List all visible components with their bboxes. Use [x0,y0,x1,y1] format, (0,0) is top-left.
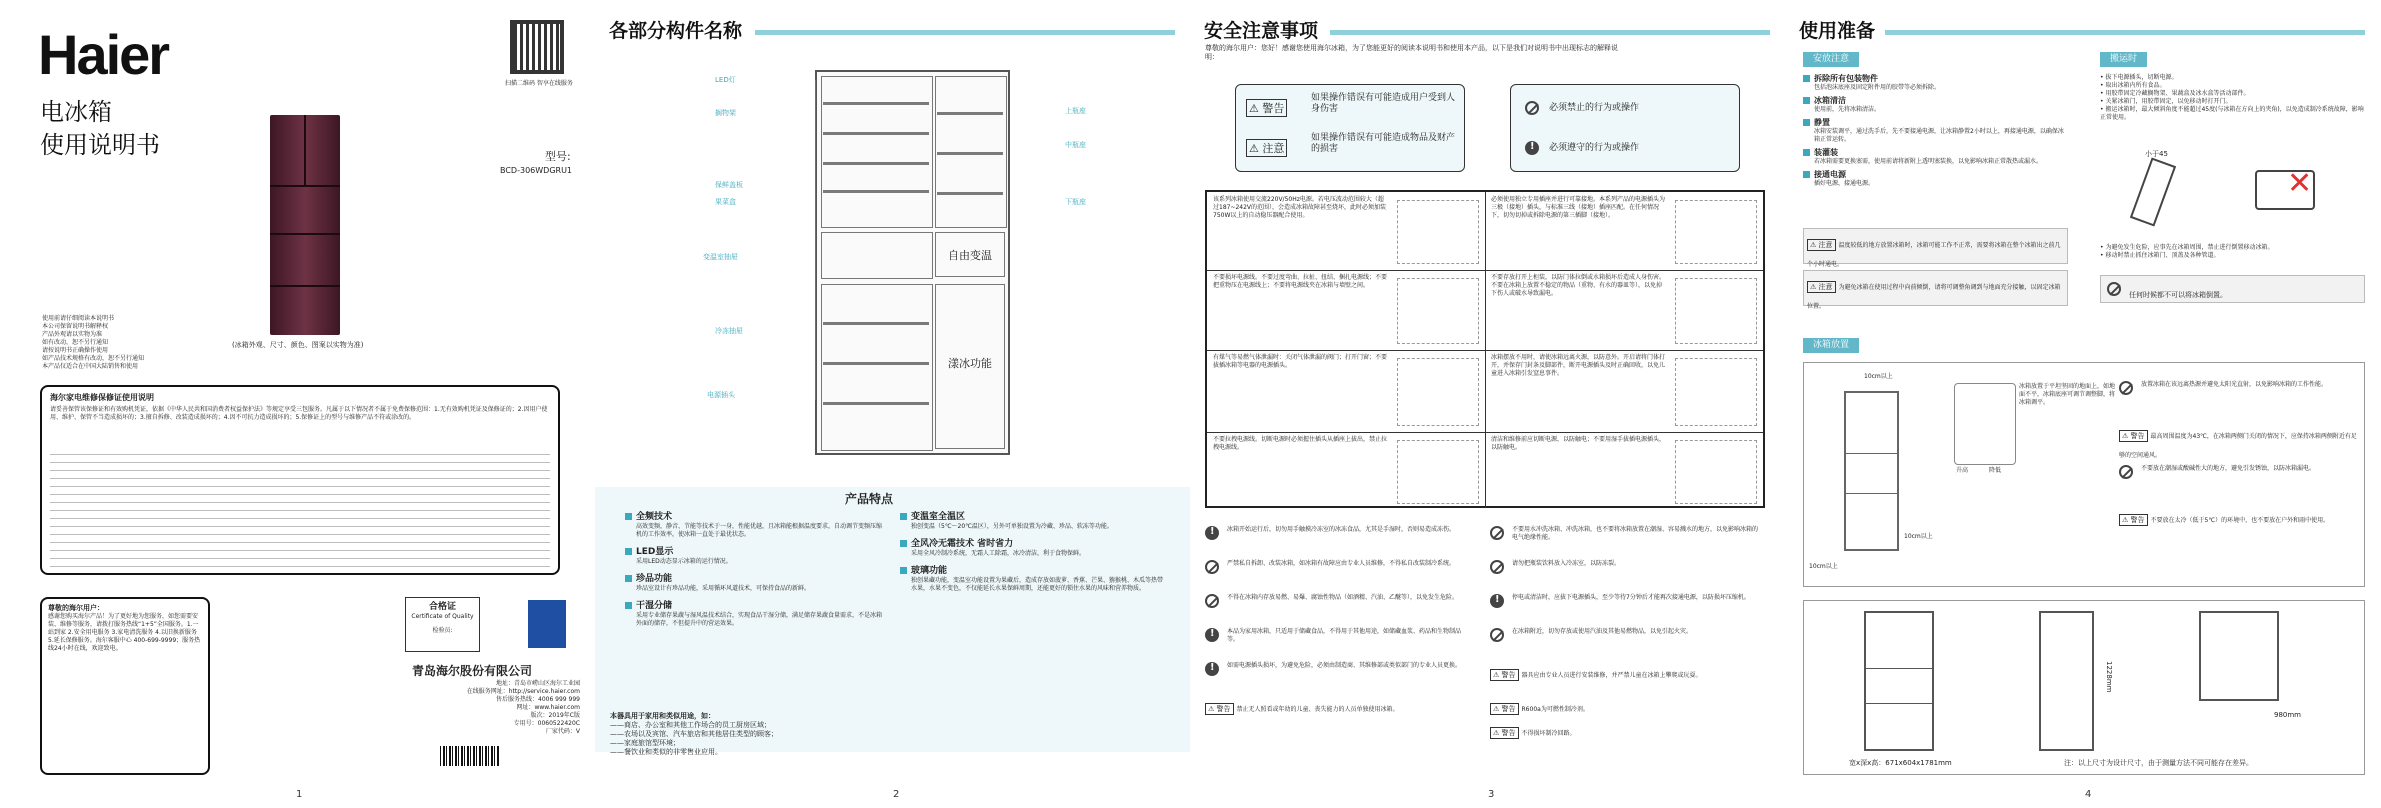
warning-badge: ⚠ 警告 [2119,430,2148,442]
note: 产品外观请以实物为准 [42,331,103,338]
section-title: 使用准备 [1799,20,1876,42]
tab-place: 冰箱放置 [1803,338,1859,353]
factory-label: 厂家代码： [545,728,576,735]
warranty-lines [50,447,550,567]
callout-crisper: 果菜盒 [715,198,736,206]
section-title: 各部分构件名称 [609,20,743,42]
fridge-outline [1844,391,1899,551]
must-icon [1490,594,1504,608]
feature-item: 玻璃功能 独创果藏功能，变温室功能设置为果藏后，造成存放如菠萝、香蕉、芒果、猕猴桃、木瓜等热带水果，水果不变色，不仅能延长水果保鲜周期，还能更好的锁住水果的风味和营养物质。 [900,566,1165,593]
notice-3: 任何时候都不可以将冰箱倒置。 [2100,275,2365,303]
must-text: 必须遵守的行为或操作 [1549,143,1640,153]
feature-item: 变温室全温区 独创变温（5℃～20℃温区），另外可单独设置为冷藏、珍品、软冻等功能。 [900,512,1165,531]
caution-text: 如果操作错误有可能造成物品及财产的损害 [1311,133,1456,154]
illustration [1675,278,1757,344]
callout-crisper-cover: 保鲜盖板 [715,181,743,189]
prohibit-icon [1490,526,1504,540]
title-rule [1330,30,1770,35]
address: 地址：青岛市崂山区海尔工业园 [495,680,580,687]
dim-label: 宽x深x高：671x604x1781mm [1849,759,1952,767]
note: 使用前请仔细阅读本说明书 [42,315,115,322]
prohibit-icon [2119,465,2133,479]
warning-badge: ⚠ 警告 [1205,703,1234,715]
safety-cell: 必须使用独立专用插座并进行可靠接地。本系列产品的电源插头为三极（接地）插头，与标准三线（接地）插座匹配。在任何情况下，切勿切掉或拆除电源的第三插脚（接地）。 [1491,196,1666,219]
features-title: 产品特点 [845,492,894,506]
callout-led: LED灯 [715,76,736,84]
section-title: 安全注意事项 [1204,20,1319,42]
gap-top: 10cm以上 [1864,373,1893,380]
feature-item: 全频技术 高效变频，静音、节能等技术于一身，性能优越，且冰箱能根据温度要求，自动调节变频压缩机的工作效率，使冰箱一直处于最优状态。 [625,512,885,539]
brand-logo: Haier [38,23,169,86]
safety-cell: 该系列冰箱使用交流220V/50Hz电源。若电压波动范围较大（超过187~242V的范围），会造成冰箱故障甚至烧坏，此时必须加装750W以上的自动稳压器配合使用。 [1213,196,1387,219]
callout-freezer-drawer: 冷冻抽屉 [715,327,743,335]
warranty-title: 海尔家电维修保修证使用说明 [50,393,154,402]
note: 如有改动，恕不另行通知 [42,339,109,346]
prohibit-icon [1205,560,1219,574]
code: 0060522420C [537,720,580,727]
illustration [1397,200,1479,264]
model-label: 型号: [545,150,571,163]
notice-1: ⚠ 注意 温度较低的地方放置冰箱时，冰箱可能工作不正常，需要将冰箱在整个冰箱出之前几个小时通电。 [1803,228,2068,264]
notes-list [42,315,242,371]
callout-leaders [755,80,816,400]
caution-badge: ⚠ 注意 [1807,281,1836,293]
title-rule [1885,30,2365,35]
gap-side-2: 10cm以上 [1904,533,1933,540]
safety-cell: 不要损坏电源线。不要过度弯曲、拉扯、扭结、捆扎电源线；不要把重物压在电源线上；不要将电源线夹在冰箱与墙壁之间。 [1213,274,1388,289]
tilt-illustration [2115,150,2185,230]
top-view [2199,611,2279,701]
cert-inspector: 检验员: [432,627,453,634]
hotline: 4006 999 999 [538,696,580,703]
page-number: 3 [1488,789,1495,800]
company-info [405,680,580,736]
fridge-image [270,115,340,335]
legend-warnings [1235,84,1465,172]
callout-low-bottle: 下瓶座 [1065,198,1086,206]
web[interactable]: www.haier.com [534,704,580,711]
callout-power-plug: 电源插头 [707,391,735,399]
safety-cell: 不要存放打开上柜装，以防门体拉倒或水箱损坏后造成人身伤害。不要在冰箱上放置不稳定的物品（重物、有水的器皿等），以免掉下伤人或破水导致漏电。 [1491,274,1666,297]
service-body: 感谢您购买海尔产品！为了更好地为您服务，如您需要安装、维修等服务，请拨打服务热线“1+5”全国服务。1.一站到家 2.安全用电服务 3.家电清洗服务 4.以旧换新服务 5.延长保修服务。海尔客服中心 400-699-9999；服务热线24小时在线，欢迎致电。 [48,613,201,652]
dim-width: 980mm [2274,711,2301,719]
warranty-box [40,385,560,575]
level-text: 冰箱放置于平坦坚固的地面上，如地面不平，冰箱底座可调节调整脚，将冰箱调平。 [2019,383,2116,406]
dimension-panel [1803,600,2365,775]
illustration [1397,278,1479,344]
edition-label: 版次： [530,712,549,719]
safety-cell: 冰箱摆放不用时，请使冰箱远离火源，以防意外。开启请将门体打开，并保存门封条及脚部件，断开电源插头及时正确回收，以免儿童进入冰箱引发窒息事件。 [1491,354,1666,377]
doc-title: 电冰箱 [40,98,112,126]
feature-item: 全风冷无霜技术 省时省力 采用全风冷制冷系统，无霜人工除霜，冰冷清洁，利于食物保鲜。 [900,539,1165,558]
must-icon [1205,628,1219,642]
qr-code [510,20,564,74]
feature-item: LED显示 采用LED动态显示冰箱的运行情况。 [625,547,885,566]
illustration [1397,440,1479,504]
callout-mid-bottle: 中瓶座 [1065,141,1086,149]
safety-cell: 不要拉拽电源线。切断电源时必须握住插头从插座上拔出，禁止拉拽电源线。 [1213,436,1388,451]
caution-badge: ⚠ 注意 [1807,239,1836,251]
title-rule [755,30,1175,35]
dim-height: 1228mm [2105,661,2113,693]
qr-caption: 扫描二维码 智享在线服务 [505,80,573,87]
page-number: 4 [2085,789,2092,800]
gap-side-1: 10cm以上 [1809,563,1838,570]
safety-grid [1205,190,1765,508]
callout-variable-drawer: 变温室抽屉 [703,253,738,261]
certificate [405,597,480,652]
prohibit-icon [1525,101,1539,115]
cert-title: 合格证 [428,602,456,612]
cert-sub: Certificate of Quality [411,613,474,620]
move-notes: • 为避免发生危险，应事先在冰箱周围，禁止进行倒置移动冰箱。 • 移动时禁止抓住冰箱门、顶盖及各种管道。 [2100,244,2274,259]
illustration [1675,200,1757,264]
panel-text-1: 自由变温 [935,232,1005,277]
company-name: 青岛海尔股份有限公司 [412,664,533,678]
intro: 尊敬的海尔用户：您好！感谢您使用海尔冰箱，为了您能更好的阅读本说明书和使用本产品，以下是我们对说明书中出现标志的解释说明： [1205,44,1618,61]
safety-cell: 清洁和维修前应切断电源，以防触电；不要用湿手拔插电源插头，以防触电。 [1491,436,1666,451]
move-list: • 拔下电源插头，切断电源。 • 取出冰箱内所有食品。 • 用胶带固定冷藏搁物架、果蔬盒及冰水盒等活动部件。 • 关紧冰箱门，用胶带固定，以免移动时打开门。 • 搬运冰箱时，最大倾斜角度不能超过45度(与冰箱在方向上的夹角)，以免造成制冷系统故障，影响正常使用。 [2100,74,2364,121]
note: 本产品仅适合在中国大陆销售和使用 [42,363,139,370]
illustration [1397,358,1479,426]
prohibit-text: 必须禁止的行为或操作 [1549,103,1640,113]
must-icon [1525,141,1539,155]
feature-item: 干湿分储 采用专业储存果蔬与湿风温技术结合，实现食品干湿分储，满足储存果蔬食量需求，不是冰箱外面的储存，不但提升中的营运效果。 [625,601,885,628]
feature-item: 珍品功能 珍品室设计有珍品功能，采用循环风道技术，可保持食品的新鲜。 [625,574,885,593]
note: 请按说明书正确操作使用 [42,347,109,354]
truck-icon: ✕ [2255,170,2315,210]
front-view [1864,611,1934,751]
website[interactable]: http://service.haier.com [508,688,580,695]
energy-label [528,600,566,648]
side-view [2039,611,2094,751]
fridge-diagram [815,70,1010,455]
doc-subtitle: 使用说明书 [40,131,160,159]
warning-badge: ⚠ 警告 [1490,727,1519,739]
tilt-label: 小于45 [2145,150,2168,158]
usage-note: 本器具用于家用和类似用途，如： ——商店、办公室和其他工作场合的员工厨房区域； ——农场以及宾馆、汽车旅店和其他居住类型的顾客； ——家庭旅馆型环境； ——餐饮业和类似的非零售业应用。 [610,712,778,756]
place-notes: 放置冰箱在该远离热源并避免太阳光直射，以免影响冰箱的工作性能。 ⚠ 警告 最高周围温度为43℃，在冰箱两侧门关闭的情况下，应保持冰箱两侧附近有足够的空间通风。 不要放在潮湿或酸碱性大的地方，避免引发锈蚀，以防冰箱漏电。 ⚠ 警告 不要放在太冷（低于5℃）的环境中，也不要放在户外和雨中使用。 [2119,381,2357,524]
safety-list-right: 不要用水冲洗冰箱、冲洗冰箱，也不要将冰箱放置在潮湿、容易溅水的地方，以免影响冰箱的电气绝缘性能。 请勿把瓶装饮料放入冷冻室，以防冻裂。 ! 停电或清洁时，应拔下电源插头，至少等待7分钟后才能再次接通电源，以防损坏压缩机。 在冰箱附近，切勿存放或使用汽油及其他易燃物品，以免引起火灾。 ⚠ 警告 器具应由专业人员进行安装维修，并严禁儿童在冰箱上攀爬或玩耍。 ⚠ 警告 R600a为可燃性制冷剂。 ⚠ 警告 不得损坏制冷回路。 [1490,526,1765,744]
page-number: 2 [893,789,900,800]
website-label: 在线服务网址： [466,688,509,695]
prohibit-icon [1490,560,1504,574]
prohibit-icon [1490,628,1504,642]
barcode [440,746,500,766]
prohibit-icon [1205,594,1219,608]
lower-label: 降低 [1989,467,2002,474]
safety-list-left: ! 冰箱开始运行后，切勿用手触摸冷冻室的冰冻食品，尤其是手湿时，否则易造成冻伤。 严禁私自拆卸、改装冰箱，如冰箱有故障应由专业人员维修，不得私自改装制冷系统。 不得在冰箱内存放易燃、易爆、腐蚀性物品（如酒精、汽油、乙醚等），以免发生危险。 ! 本品为家用冰箱，只适用于储藏食品，不得用于其他用途，如储藏血浆、药品和生物制品等。 ! 如需电源插头损坏，为避免危险，必须由制造商、其维修部或类似部门的专业人员更换。 ⚠ 警告 禁止无人照看或年幼的儿童、丧失能力的人员单独使用冰箱。 [1205,526,1475,726]
features-col-left [625,512,885,636]
lift-label: 升高 [1956,467,1969,474]
edition: 2019年C版 [548,712,580,719]
model-value: BCD-306WDGRU1 [500,166,573,175]
service-title: 尊敬的海尔用户： [48,604,104,612]
page-1 [0,0,595,808]
warranty-body: 请妥善保管该保修证和有效购机凭证，依据《中华人民共和国消费者权益保护法》等规定享受三包服务。凡属于以下情况者不属于免费保修范围：1.无有效购机凭证及保修证的；2.因用户使用、维护、保管不当造成损坏的；3.擅自拆修、改装造成损坏的；4.因不可抗力造成损坏的；5.保修证上的型号与维修产品不符或涂改的。 [50,406,548,421]
prohibit-icon [2119,381,2133,395]
install-list: 拆除所有包装物件 包括泡沫底座及固定附件用的胶带等必须拆除。 冰箱清洁 使用前，先将冰箱清洁。 静置 冰箱安装调平，通过洗手后，先不要接通电源，让冰箱静置2小时以上，再接通电源，以确保冰箱正常运转。 装灌装 若冰箱需要更换塞需，使用前请将新附上透明塞装换，以免影响冰箱正常散热或漏水。 接通电源 插好电源，接通电源。 [1803,74,2068,192]
warning-badge: ⚠ 警告 [1490,703,1519,715]
illustration [1675,358,1757,426]
safety-cell: 有煤气等易燃气体泄漏时：关闭气体泄漏的阀门；打开门窗；不要拔插冰箱等电器的电源插头。 [1213,354,1388,369]
level-foot-illustration [1954,383,2016,465]
tab-install: 安放注意 [1803,52,1859,67]
notice-2: ⚠ 注意 为避免冰箱在使用过程中向前倾倒，请将可调整角调到与地面充分接触，以固定冰箱位置。 [1803,270,2068,306]
code-label: 专用号： [513,720,538,727]
note: 本公司保留说明书解释权 [42,323,109,330]
service-box [40,597,210,775]
web-label: 网址： [516,704,535,711]
note: 如产品技术规格有改动，恕不另行通知 [42,355,145,362]
page-3 [1190,0,1785,808]
callout-shelf: 搁物架 [715,109,736,117]
dim-note: 注：以上尺寸为设计尺寸，由于测量方法不同可能存在差异。 [2064,759,2253,767]
page-2 [595,0,1190,808]
warning-badge: ⚠ 警告 [2119,514,2148,526]
page-number: 1 [296,789,303,800]
features-col-right [900,512,1165,601]
warning-badge: ⚠ 警告 [1246,99,1287,117]
image-caption: (冰箱外观、尺寸、颜色、图案以实物为准) [232,341,364,349]
illustration [1675,440,1757,504]
prohibit-icon [2107,282,2121,296]
warning-text: 如果操作错误有可能造成用户受到人身伤害 [1311,93,1456,114]
page-4 [1785,0,2381,808]
hotline-label: 售后服务热线： [495,696,538,703]
tab-move: 搬运时 [2100,52,2147,67]
placement-panel [1803,362,2365,587]
callout-top-bottle: 上瓶座 [1065,107,1086,115]
caution-badge: ⚠ 注意 [1246,139,1287,157]
legend-symbols [1510,84,1740,172]
panel-text-2: 漾冰功能 [935,284,1005,449]
must-icon [1205,526,1219,540]
factory: V [575,728,580,735]
warning-badge: ⚠ 警告 [1490,669,1519,681]
must-icon [1205,662,1219,676]
